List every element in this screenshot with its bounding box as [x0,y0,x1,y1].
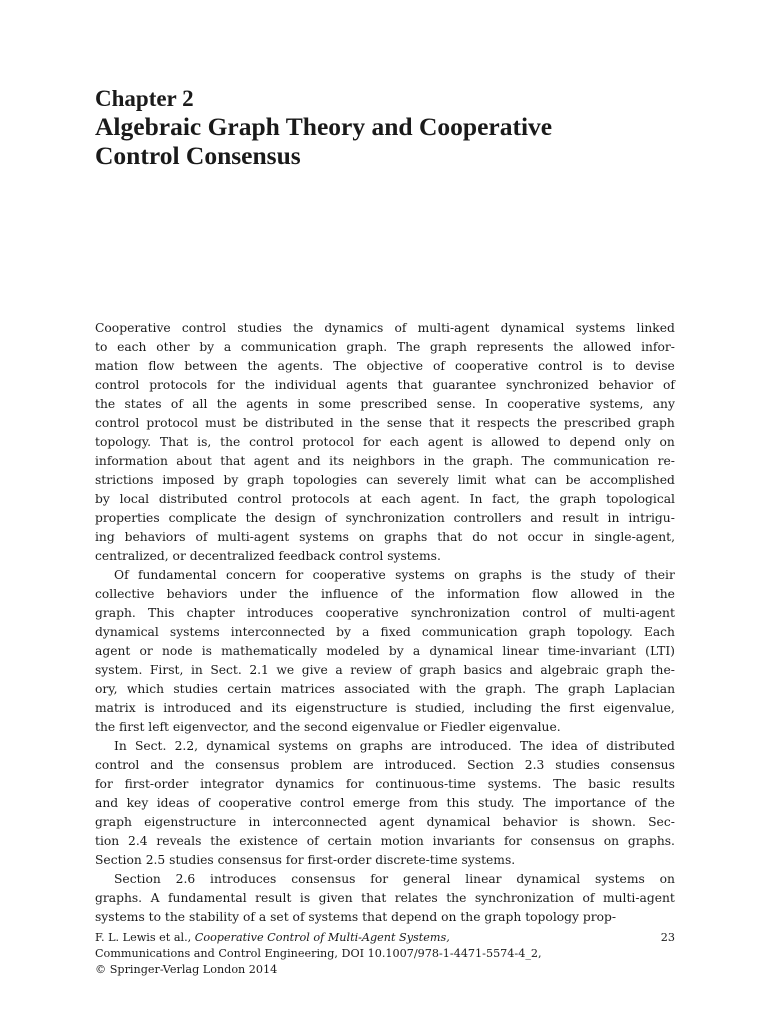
body-line: agent or node is mathematically modeled by a dynamical linear time-invariant (LTI) [95,644,675,658]
body-line: graph. This chapter introduces cooperative synchronization control of multi-agent [95,606,675,620]
footer-citation-line [95,930,675,946]
body-line: to each other by a communication graph. The graph represents the allowed infor- [95,340,675,354]
body-line: control protocols for the individual agents that guarantee synchronized behavior of [95,378,675,392]
body-line: centralized, or decentralized feedback control systems. [95,549,441,563]
body-line: information about that agent and its neighbors in the graph. The communication re- [95,454,675,468]
body-line: by local distributed control protocols at each agent. In fact, the graph topological [95,492,675,506]
body-line: properties complicate the design of synchronization controllers and result in intrigu- [95,511,675,525]
body-line: control protocol must be distributed in the sense that it respects the prescribed graph [95,416,675,430]
body-line: strictions imposed by graph topologies can severely limit what can be accomplished [95,473,675,487]
body-line: In Sect. 2.2, dynamical systems on graphs are introduced. The idea of distributed [114,739,675,753]
body-line: systems to the stability of a set of systems that depend on the graph topology prop- [95,910,617,924]
body-line: system. First, in Sect. 2.1 we give a review of graph basics and algebraic graph the- [95,663,675,677]
body-line: the first left eigenvector, and the second eigenvalue or Fiedler eigenvalue. [95,720,561,734]
body-line: control and the consensus problem are introduced. Section 2.3 studies consensus [95,758,675,772]
footer-citation [95,930,450,946]
body-line: ing behaviors of multi-agent systems on graphs that do not occur in single-agent, [95,530,675,544]
body-line: the states of all the agents in some prescribed sense. In cooperative systems, any [95,397,675,411]
page-number: 23 [660,931,675,944]
body-line: graphs. A fundamental result is given that relates the synchronization of multi-agent [95,891,675,905]
body-line: matrix is introduced and its eigenstructure is studied, including the first eigenvalue, [95,701,675,715]
body-line: mation flow between the agents. The objective of cooperative control is to devise [95,359,675,373]
body-text [95,319,675,927]
body-line: Of fundamental concern for cooperative systems on graphs is the study of their [114,568,675,582]
body-line: collective behaviors under the influence of the information flow allowed in the [95,587,675,601]
chapter-label: Chapter 2 [95,86,194,111]
body-line: dynamical systems interconnected by a fixed communication graph topology. Each [95,625,675,639]
footer-authors: F. L. Lewis et al., [95,931,192,944]
chapter-title-line: Algebraic Graph Theory and Cooperative [95,112,553,141]
chapter-title [95,112,552,170]
body-line: Cooperative control studies the dynamics of multi-agent dynamical systems linked [95,321,675,335]
body-line: Section 2.5 studies consensus for first-order discrete-time systems. [95,853,516,867]
page-footer [95,930,675,978]
body-line: and key ideas of cooperative control emerge from this study. The importance of the [95,796,675,810]
body-line: topology. That is, the control protocol for each agent is allowed to depend only on [95,435,675,449]
body-line: for first-order integrator dynamics for continuous-time systems. The basic results [95,777,675,791]
body-line: Section 2.6 introduces consensus for general linear dynamical systems on [114,872,675,886]
body-line: tion 2.4 reveals the existence of certain motion invariants for consensus on graphs. [95,834,675,848]
footer-copyright: © Springer-Verlag London 2014 [95,963,278,976]
body-line: graph eigenstructure in interconnected agent dynamical behavior is shown. Sec- [95,815,675,829]
chapter-title-line: Control Consensus [95,141,301,170]
footer-series-doi: Communications and Control Engineering, DOI 10.1007/978-1-4471-5574-4_2, [95,947,542,960]
body-line: ory, which studies certain matrices associated with the graph. The graph Laplacian [95,682,675,696]
footer-book-title: Cooperative Control of Multi-Agent Systems, [194,931,450,944]
